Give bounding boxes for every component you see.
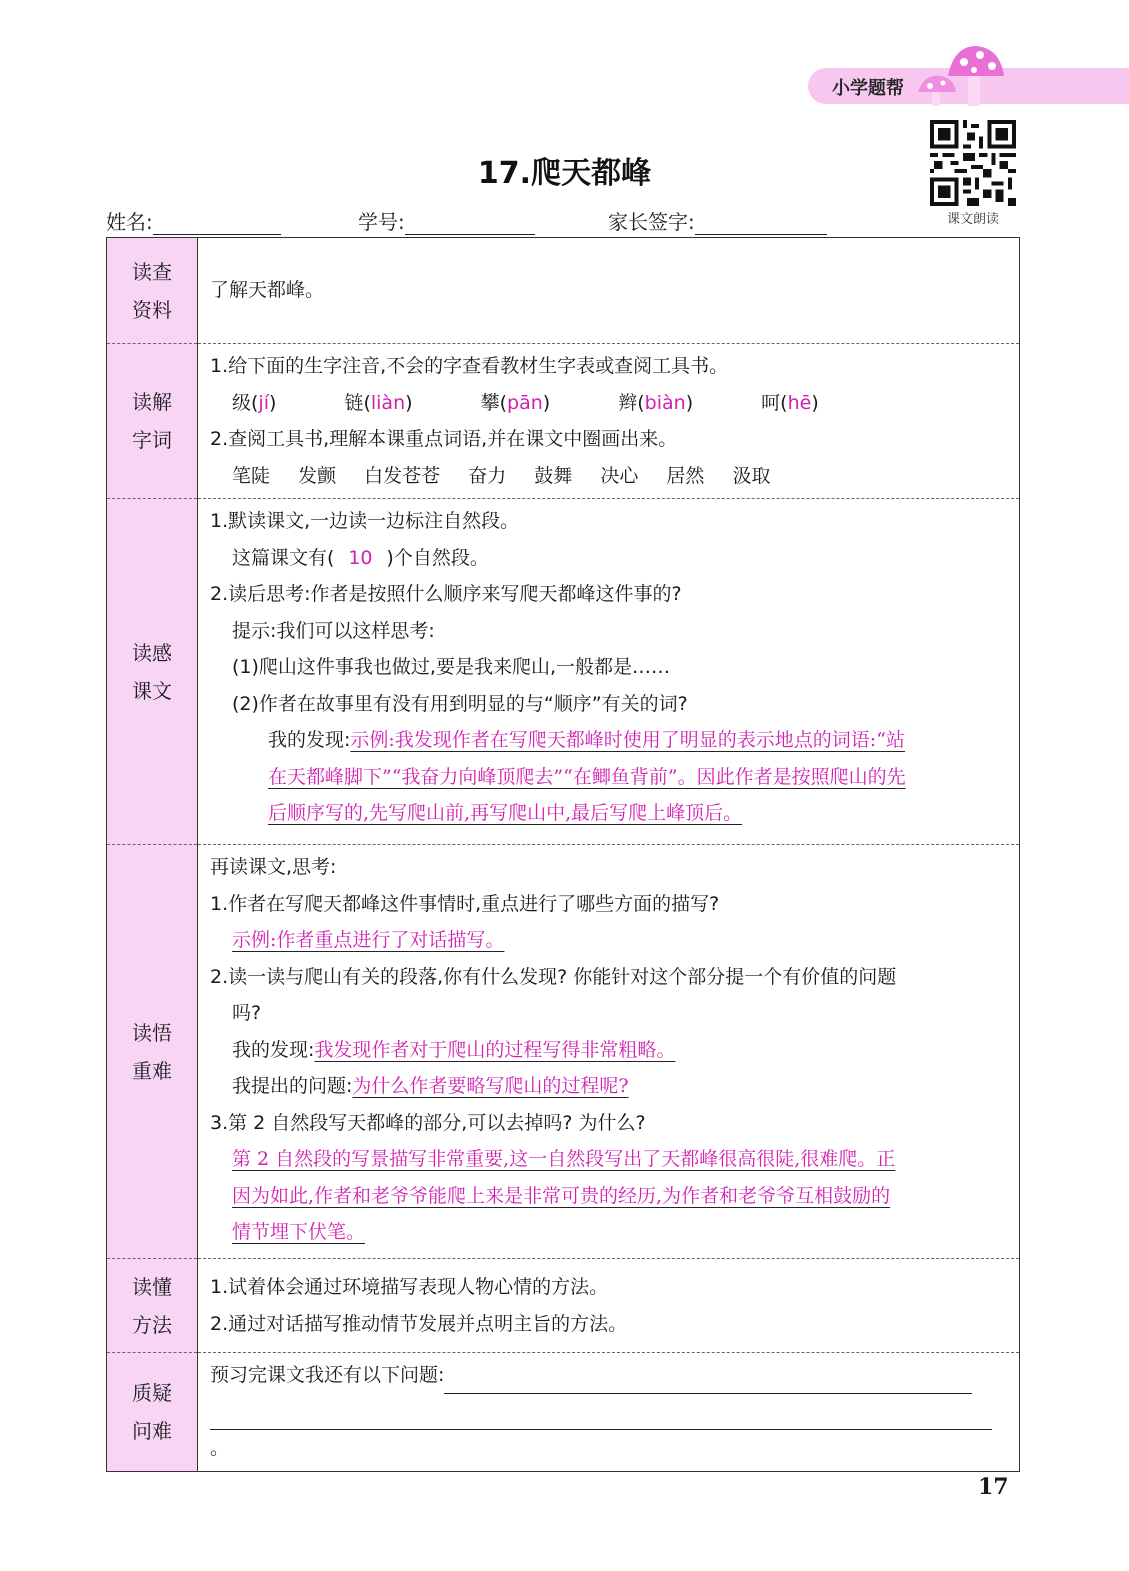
parent-field[interactable] [608,206,827,235]
discovery-answer: 我的发现:示例:我发现作者在写爬天都峰时使用了明显的表示地点的词语:“站 [268,729,905,751]
brand-label: 小学题帮 [832,78,904,99]
word-item: 鼓舞 [534,464,573,487]
parent-blank[interactable] [695,212,827,235]
mushroom-icon [910,40,1010,110]
row-content: 1.给下面的生字注音,不会的字查看教材生字表或查阅工具书。 级(jí) 链(liàn) 攀(pān) 辫(biàn) 呵(hē) 2.查阅工具书,理解本课重点词语,并在课文中圈画出来。 笔陡 发颤 白发苍苍 奋力 鼓舞 决心 居然 汲取 [198,344,1020,499]
name-label: 姓名: [106,210,153,234]
row-label: 读悟 重难 [107,845,198,1259]
word-item: 决心 [600,464,639,487]
question-blank-1[interactable] [444,1369,972,1394]
pinyin-item: 链(liàn) [344,391,413,414]
word-item: 发颤 [298,464,337,487]
row-label: 读感 课文 [107,499,198,845]
word-list [210,458,1009,495]
worksheet-table [106,237,1020,1472]
pinyin-item: 辫(biàn) [618,391,694,414]
row-questions [107,1353,1020,1472]
row-vocab [107,344,1020,499]
row-content: 预习完课文我还有以下问题: 。 [198,1353,1020,1472]
row-content: 1.试着体会通过环境描写表现人物心情的方法。 2.通过对话描写推动情节发展并点明主旨的方法。 [198,1259,1020,1353]
pinyin-list [210,385,1009,422]
paragraph-count-answer: 10 [348,546,373,569]
row-key-points [107,845,1020,1259]
row-reading [107,499,1020,845]
id-blank[interactable] [405,212,535,235]
qr-caption: 课文朗读 [946,212,999,227]
row-label: 读懂 方法 [107,1259,198,1353]
row-methods [107,1259,1020,1353]
row-content: 了解天都峰。 [198,238,1020,344]
pinyin-item: 呵(hē) [761,391,819,414]
row-label: 质疑 问难 [107,1353,198,1472]
row-label: 读查 资料 [107,238,198,344]
pinyin-item: 攀(pān) [480,391,551,414]
row-research [107,238,1020,344]
name-blank[interactable] [153,212,281,235]
page-number: 17 [978,1474,1009,1500]
id-field[interactable] [358,206,535,235]
word-item: 白发苍苍 [364,464,441,487]
question-blank-2[interactable] [210,1405,992,1430]
pinyin-item: 级(jí) [232,391,277,414]
row-content: 再读课文,思考: 1.作者在写爬天都峰这件事情时,重点进行了哪些方面的描写? 示例:作者重点进行了对话描写。 2.读一读与爬山有关的段落,你有什么发现? 你能针对这个部分提一个有价值的问题 吗? 我的发现:我发现作者对于爬山的过程写得非常粗略。 我提出的问题:为什么作者要略写爬山的过程呢? 3.第 2 自然段写天都峰的部分,可以去掉吗? 为什么? 第 2 自然段的写景描写非常重要,这一自然段写出了天都峰很高很陡,很难爬。正 因为如此,作者和老爷爷能爬上来是非常可贵的经历,为作者和老爷爷互相鼓励的 情节埋下伏笔。 [198,845,1020,1259]
row-content: 1.默读课文,一边读一边标注自然段。 这篇课文有( 10 )个自然段。 2.读后思考:作者是按照什么顺序来写爬天都峰这件事的? 提示:我们可以这样思考: (1)爬山这件事我也做过,要是我来爬山,一般都是…… (2)作者在故事里有没有用到明显的与“顺序”有关的词? 我的发现:示例:我发现作者在写爬天都峰时使用了明显的表示地点的词语:“站 在天都峰脚下”“我奋力向峰顶爬去”“在鲫鱼背前”。因此作者是按照爬山的先 后顺序写的,先写爬山前,再写爬山中,最后写爬上峰顶后。 [198,499,1020,845]
parent-label: 家长签字: [608,210,695,234]
row-label: 读解 字词 [107,344,198,499]
word-item: 汲取 [732,464,771,487]
word-item: 居然 [666,464,705,487]
id-label: 学号: [358,210,405,234]
name-field[interactable] [106,206,281,235]
word-item: 奋力 [468,464,507,487]
page-title: 17.爬天都峰 [477,156,652,191]
word-item: 笔陡 [232,464,271,487]
